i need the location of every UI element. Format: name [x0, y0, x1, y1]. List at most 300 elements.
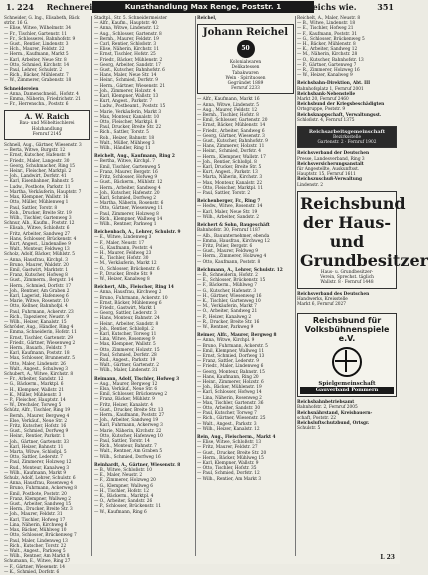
- directory-entry: — Friedr., Bäcker, Mühlenstr. 2: [94, 57, 163, 63]
- directory-entry: Bahnhofstr. 30, Fernruf 1187: [197, 228, 261, 234]
- directory-entry: — G., Kaufmann, Poststr. 4: [94, 245, 153, 251]
- directory-entry: — Ernst, Schmied, Dorfweg 13: [197, 353, 265, 359]
- directory-entry: — Gust., Maurer, Feldweg 9: [197, 249, 259, 255]
- advertisement-line: Wallstr. 8 · Fernruf 1448: [320, 280, 374, 286]
- directory-entry: — Emil, Tischler, Gartenweg 5: [94, 164, 161, 170]
- section-title: Rechnerei: [46, 2, 93, 12]
- directory-entry: — Paul, Schmied, Dorfstr. 28: [94, 352, 157, 358]
- directory-entry: — Ludw., Postbeamt., Poststr. 15: [94, 104, 166, 110]
- directory-entry: — Elise, Witwe, Schloßstr. 13: [197, 440, 262, 446]
- directory-entry: — E., Tischler, Hofweg 21: [297, 26, 354, 32]
- directory-entry: — G., Kutscher, Hafenstr. 3: [197, 288, 257, 294]
- advertisement-box: [4, 110, 90, 140]
- directory-entry: — Bernh., Maurer, Feldstr. 19: [94, 36, 159, 42]
- advertisement-box: [297, 313, 397, 397]
- directory-entry: — H., Klempner, Wallstr. 21: [4, 387, 65, 393]
- directory-entry: — Walt., Angest., Schulweg 3: [4, 366, 68, 372]
- directory-entry: — Aug., Maurer, Bergweg 12: [94, 381, 158, 387]
- directory-entry: strbr. 16 G.: [4, 21, 29, 27]
- directory-entry: — Lina, Näherin, Rosenweg 2: [197, 395, 262, 401]
- directory-entry: — Otto, Tischler, Hofstr. 35: [197, 466, 257, 472]
- directory-entry: — Fritz, Schlosser, Hofweg 9: [94, 175, 158, 181]
- directory-entry: — E., Maler, Neustr. 2: [94, 473, 143, 479]
- directory-entry: — Otto, Kutscher, Hafenweg 10: [94, 433, 163, 439]
- directory-entry: — Hch., Maurer, Feldstr. 22: [4, 47, 65, 53]
- directory-entry: — Otto, Kaufmann, Poststr. 8: [197, 259, 261, 265]
- directory-entry: Handwerks, Kreisstelle: [297, 296, 348, 302]
- directory-entry: — P., Gärtner, Gartenweg 7: [297, 62, 357, 68]
- directory-entry: — Paul, Zimmerer, Holzweg 12: [4, 460, 72, 466]
- directory-entry: Schröder, Aug., Händler, Ring 4: [4, 325, 74, 331]
- directory-entry: Schneider, G. Ing., Elisabeth, Bäck: [4, 16, 80, 21]
- advertisement-line: Gegründet 1889: [227, 81, 264, 87]
- header-left: [6, 2, 102, 12]
- directory-entry: Schütz, Alfr., Tischler, Ring 19: [4, 408, 71, 414]
- directory-entry: — K., Schmied, Dorfstr. 6: [4, 569, 60, 575]
- directory-entry: — R., Drucker, Breite Str. 16: [197, 319, 260, 325]
- directory-entry: — P., Drucker, Breite Str. 9: [94, 271, 153, 277]
- directory-entry: — Herm., Schmied, Dorfstr. 17: [4, 283, 72, 289]
- directory-entry: — H., Bäcker, Mühlenstr. 8: [297, 42, 356, 48]
- directory-entry: — Karl, Heizer, Bahnstr. 11: [4, 444, 64, 450]
- directory-entry: — Wilh., Tischler, Gartenweg 3: [4, 215, 72, 221]
- advertisement-line: Haus- u. Grundbesitzer-: [320, 269, 374, 275]
- directory-entry: — Aug., Schlosser, Gartenstr. 8: [94, 31, 162, 37]
- directory-entry: — Walt., Müller, Mühlweg 3: [94, 140, 155, 146]
- directory-entry: — Joh., Rentier, Schloßpl. 2: [94, 326, 154, 332]
- directory-entry: — Fritz, Polier, Bergstr. 6: [197, 243, 253, 249]
- directory-entry: — Otto, Maler, Lindenstr. 26: [4, 361, 66, 367]
- column-divider: [295, 16, 296, 556]
- directory-entry: — Alfr., Kaufm., Hauptstr. 40: [94, 21, 157, 27]
- directory-entry: — Wilh., Schmied, Dorfweg 16: [94, 454, 161, 460]
- directory-entry: Presse, Landesverband, Ring 3: [297, 156, 365, 162]
- advertisement-title: Reichsbund für Volksbühnenspiele e.V.: [304, 316, 390, 344]
- directory-entry: — Georg, Sattler, Lederstr. 3: [94, 311, 157, 317]
- directory-entry: — K., Müller, Mühlenstr. 3: [4, 392, 62, 398]
- directory-entry: — Karl, Fuhrmann, Ackerweg 3: [94, 423, 163, 429]
- directory-entry: — Ernst, Tischler, Hofstr. 25: [94, 52, 156, 58]
- directory-entry: Schnur, Alb., Kaufm., Poststr. 12: [4, 221, 75, 227]
- directory-entry: Schulstr. 5: [297, 426, 321, 432]
- directory-entry: — Paul, Lehrer, Schulstr. 2: [4, 68, 63, 74]
- directory-entry: — Paul, Zimmerer, Holzweg 8: [94, 211, 159, 217]
- directory-heading: Reichsknappschaft, Verwaltungsst.: [297, 112, 382, 118]
- directory-heading: Reichmann, A., Lehrer, Schulstr. 12: [197, 267, 283, 273]
- directory-entry: Stadtpl., Str. 5. Schneidermeister: [94, 16, 168, 21]
- directory-entry: — Ernst, Bäcker, Mühlenstr. 14: [197, 123, 266, 129]
- emblem-icon: [332, 347, 362, 377]
- directory-entry: — Rich., Tapezierer, Neustr. 9: [4, 314, 70, 320]
- directory-entry: — Karl, Tischler, Hofweg 17: [4, 517, 66, 523]
- directory-entry: — Otto, Fleischer, Marktpl. 11: [197, 185, 264, 191]
- directory-entry: — Max, Monteur, Kanalstr. 22: [197, 180, 263, 186]
- directory-entry: Reichelt, A., Maler, Neustr. 8: [297, 16, 361, 21]
- directory-entry: — H., Maurer, Feldweg 23: [94, 250, 152, 256]
- anniversary-badge-icon: 50: [237, 40, 255, 58]
- directory-entry: — O., Arbeiter, Sandstr. 26: [94, 499, 153, 505]
- directory-entry: — Marie, Näherin, Kirchstr. 22: [94, 428, 162, 434]
- directory-entry: — Rich., Gärtner, Wiesenstr. 25: [197, 416, 266, 422]
- directory-entry: — Paul, Sattler, Torstr. 14: [94, 439, 150, 445]
- directory-entry: — Otto, Gärtner, Wiesenweg 11: [94, 206, 163, 212]
- directory-entry: — Ernst, Kutscher, Hafenstr. 9: [4, 153, 71, 159]
- directory-entry: — Karl, Schmied, Dorfweg 2: [94, 195, 156, 201]
- directory-entry: — Wilh., Rentier, Am Markt 3: [197, 476, 262, 482]
- directory-entry: Schumann, E., Witwe, Ring 27: [4, 559, 71, 565]
- directory-entry: — Gust., Arbeiter, Sandweg 15: [4, 502, 72, 508]
- directory-entry: — F., Bäckerm., Mühlweg 7: [197, 283, 257, 289]
- directory-entry: — Franz, Bäcker, Mühlstr. 9: [94, 397, 155, 403]
- directory-entry: — Franz, Maurer, Bergstr. 16: [94, 169, 158, 175]
- directory-entry: — Fr., Schlosserei, Bahnhofstr. 9: [4, 36, 76, 42]
- directory-entry: — Heinr., Arbeiter, Sandstr. 8: [94, 321, 159, 327]
- directory-entry: — Lina, Witwe, Rosenweg 9: [94, 337, 155, 343]
- directory-entry: — Bertha, Witwe, Kirchpl. 7: [94, 159, 156, 165]
- directory-entry: — Heinr., Schmied, Dorfstr. 9: [94, 78, 159, 84]
- directory-entry: — M., Näherin, Kirchstr. 28: [297, 52, 358, 58]
- directory-entry: — Ernst, Bäcker, Mühlenweg 6: [94, 300, 162, 306]
- directory-entry: — W., Heizer, Kanalweg 9: [297, 73, 353, 79]
- advertisement-title: Reichsarbeitsgemeinschaft: [308, 129, 386, 136]
- directory-entry: — K., Tischler, Hofstr. 30: [94, 256, 149, 262]
- directory-entry: — Else, Verkäuf., Neue Str. 2: [4, 418, 68, 424]
- directory-entry: — Aug., Maurer, Feldstr. 12: [197, 107, 258, 113]
- advertisement-line: Gartenstr. 2 · Fernruf 1902: [317, 140, 377, 146]
- directory-entry: Schloßstr. 4, Fernruf 1375: [297, 117, 355, 123]
- directory-entry: — Rich., Monteur, Bahnstr. 7: [94, 444, 157, 450]
- directory-entry: — Gust., Rentier, Lindenstr. 3: [4, 42, 69, 48]
- advertisement-box: [297, 126, 397, 148]
- directory-entry: — W., Rentner, Parkweg 9: [197, 324, 254, 330]
- directory-entry: — Wilh., Heizer, Kanalstr. 15: [4, 319, 67, 325]
- directory-entry: — Paul, Schmied, Dorfstr. 12: [197, 471, 260, 477]
- directory-entry: — P., Heizer, Kanalweg 2: [197, 314, 252, 320]
- directory-entry: — Rich., Klempner, Wallweg 14: [94, 216, 163, 222]
- directory-entry: — Emil, Postbote, Poststr. 20: [4, 491, 67, 497]
- page-number-right: 351: [377, 2, 394, 12]
- directory-entry: — Georg, Gärtner, Wiesenstr. 3: [197, 133, 265, 139]
- directory-heading: Reinhardt, A., Gärtner, Wiesenstr. 8: [94, 462, 181, 468]
- directory-entry: — Herm., Arbeiter, Sandweg 4: [94, 185, 161, 191]
- directory-entry: — Fr., Arbeiter, Sandstr. 12: [4, 377, 64, 383]
- directory-entry: — Ernst, Tischler, Gartenstr. 29: [4, 335, 73, 341]
- directory-entry: Ortsgruppe, Poststr. 9: [297, 107, 346, 113]
- directory-entry: — Bernh., Tischler, Hofstr. 8: [197, 113, 259, 119]
- directory-entry: — Joh., Rentier, Schloßpl. 8: [197, 159, 257, 165]
- directory-entry: — G., Bäckerm., Marktpl. 6: [4, 382, 64, 388]
- directory-entry: — K., Tischler, Gartenweg 10: [197, 298, 261, 304]
- directory-entry: — Max, Klempner, Wallstr. 5: [94, 342, 156, 348]
- directory-entry: — W., Zimmerer, Grabenstr. 18: [4, 78, 72, 84]
- directory-entry: — Herm., Gärtner, Wiesenstr. 21: [94, 83, 166, 89]
- directory-entry: — Wilh., Maler, Lindenstr. 31: [94, 368, 158, 374]
- directory-entry: — Fr., Herrenschn., Poststr. 6: [4, 102, 69, 108]
- directory-entry: — Karl, Klempner, Wallstr. 13: [94, 94, 159, 100]
- directory-entry: — Georg, Monteur, Bahnstr. 15: [197, 369, 265, 375]
- directory-heading: Reichsluftschutzbund, Ortsgr.: [297, 420, 370, 426]
- directory-entry: — R., Zimmerer, Holzweg 16: [297, 68, 360, 74]
- directory-entry: — Heinr., Rentier, Parkstr. 1: [4, 434, 66, 440]
- section-title-right: Reichs wie.: [305, 2, 357, 12]
- directory-entry: — Kurt, Angest., Parkstr. 7: [94, 99, 153, 105]
- directory-entry: — Joh., Arbeiter, Sandweg 19: [94, 418, 159, 424]
- directory-entry: Schnell, Aug., Gärtner, Wiesenstr. 3: [4, 143, 82, 149]
- column-divider: [195, 16, 196, 556]
- directory-entry: — Hans, Zimmerer, Holzstr. 11: [197, 144, 265, 150]
- directory-heading: Schneidereien: [4, 86, 39, 92]
- directory-heading: Reichert & Sohn, Baugeschäft: [197, 223, 270, 229]
- entry-gap: [297, 307, 397, 310]
- directory-entry: — B., Witwe, Lindenstr. 18: [297, 21, 356, 27]
- directory-entry: — Kurt, Angest., Lindenallee 9: [4, 241, 71, 247]
- directory-entry: — Martha, Näherin, Rosenstr. 6: [94, 201, 164, 207]
- directory-entry: — Franz, Sattler, Lederstr. 9: [197, 359, 259, 365]
- directory-entry: — Fritz, Maurer, Feldstr. 27: [197, 445, 258, 451]
- directory-entry: — Joh., Bäcker, Mühlenstr. 19: [197, 385, 262, 391]
- directory-entry: — Friedr., Maler, Lindenweg 6: [197, 364, 264, 370]
- directory-entry: — Hans, Maler, Neue Str. 14: [94, 73, 157, 79]
- advertisement-title: A. W. Raich: [24, 112, 70, 122]
- directory-entry: — Wilh., Arbeiter, Sandstr. 2: [197, 214, 260, 220]
- advertisement-line: Delikatessen: [231, 65, 260, 71]
- directory-entry: — Friedr., Arbeiter, Sandweg 6: [197, 128, 265, 134]
- directory-entry: — Rich., Bäcker, Mühlenstr. 7: [4, 73, 69, 79]
- directory-entry: — B., Schneiderin, Hofstr. 2: [197, 272, 258, 278]
- directory-entry: — F., Zimmerer, Holzweg 20: [94, 478, 156, 484]
- directory-entry: — Alb., Bauunternehmer, ebenda: [197, 233, 270, 239]
- directory-entry: — G., Klempner, Wallweg 6: [94, 483, 154, 489]
- directory-entry: — Anna, Witwe, Kirchpl. 9: [197, 338, 255, 344]
- column-4: [297, 16, 428, 556]
- directory-entry: Lindenstr. 2: [297, 182, 324, 188]
- column-1: [4, 16, 90, 575]
- header-right: [288, 2, 394, 12]
- directory-entry: — Herm., Bäcker, Mühlweg 15: [197, 455, 264, 461]
- directory-entry: — Walt., Gärtner, Gartenstr. 2: [94, 363, 159, 369]
- advertisement-line: Bau- und Möbeltischlerei: [19, 121, 75, 127]
- directory-entry: — Max, Tischler, Gartenstr. 36: [197, 400, 264, 406]
- directory-entry: — Heinr., Zimmerer, Holzstr. 6: [197, 379, 264, 385]
- directory-entry: — Herm., Klempner, Wallstr. 17: [197, 154, 266, 160]
- advertisement-line: Wein · Spirituosen: [225, 75, 266, 81]
- advertisement-line: Fernruf 2233: [231, 86, 260, 92]
- directory-entry: — Friedr., Gastwirt, Markt 1: [94, 305, 156, 311]
- directory-entry: — Wilh., Kaufmann, Markt 9: [4, 470, 67, 476]
- directory-entry: — Joh., Gärtner, Gartenstr. 33: [4, 439, 70, 445]
- directory-entry: — Wilh., Rentner, Parkweg 1: [94, 221, 157, 227]
- directory-entry: — Gust., Kutscher, Bahnhofstr. 6: [94, 68, 165, 74]
- directory-entry: — B., Witwe, Schloßstr. 10: [94, 468, 152, 474]
- directory-entry: — Rob., Drucker, Breite Str. 19: [4, 210, 72, 216]
- directory-heading: Reichsverband der Deutschen: [297, 151, 370, 157]
- directory-entry: — H., Tischler, Hofstr. 12: [94, 488, 149, 494]
- directory-heading: Rein, Aug., Fleischerm., Markt 4: [197, 435, 276, 441]
- directory-entry: — Elisab., Witwe, Schloßstr. 6: [4, 226, 70, 232]
- directory-entry: — W., Kaufmann, Ring 6: [94, 509, 147, 515]
- directory-heading: Reichenberger, Fr., Ring 7: [197, 199, 261, 205]
- directory-entry: — Paul, Sattler, Torstr. 8: [4, 205, 58, 211]
- directory-entry: — H., Gärtner, Wiesenweg 16: [197, 293, 262, 299]
- directory-entry: — Karl, Lagerist, Hafenweg 6: [4, 293, 69, 299]
- directory-entry: — Rich., Sattler, Torstr. 5: [94, 130, 149, 136]
- directory-heading: Reichsbund der Kriegsbeschädigten: [297, 102, 385, 108]
- directory-entry: — Otto, Zimmerer, Holzstr. 15: [94, 347, 160, 353]
- directory-entry: — Karl, Maler, Neue Str. 19: [197, 209, 258, 215]
- directory-entry: — W., Heizer, Kanalweg 8: [94, 276, 150, 282]
- directory-entry: — Joh., Zimmerer, Holzstr. 4: [94, 88, 156, 94]
- column-3: [197, 16, 294, 556]
- directory-entry: — Otto, Schlosser, Brückenweg 7: [4, 533, 77, 539]
- directory-entry: — Paul, Fuhrmann, Ackerstr. 23: [4, 309, 74, 315]
- directory-entry: — Anna, Witwe, Lindenstr. 5: [197, 102, 260, 108]
- directory-entry: — G., Schlosser, Brückenweg 5: [297, 36, 365, 42]
- directory-entry: — Hans, Monteur, Bahnstr. 24: [94, 316, 160, 322]
- directory-entry: — Karl, Drucker, Breite Str. 5: [197, 165, 262, 171]
- directory-heading: Reichsbank-Nebenstelle: [297, 91, 356, 97]
- advertisement-line: Bezirksstelle: [333, 135, 361, 141]
- directory-entry: — Marie, Witwe, Rosenstr. 10: [4, 299, 69, 305]
- directory-entry: — Berta, Witwe, Burgstr. 12: [4, 148, 66, 154]
- directory-entry: — Anna, Hausfrau, Kirchweg 2: [94, 290, 162, 296]
- directory-entry: — Max, Bäcker, Mühlweg 10: [4, 528, 67, 534]
- directory-entry: — Gust., Drucker, Breite Str. 13: [94, 407, 164, 413]
- directory-entry: — Marie, Verkäuferin, Markt 3: [94, 109, 162, 115]
- directory-entry: — Emil, Schlosser, Gartenstr. 20: [197, 118, 268, 124]
- directory-entry: — Max, Schlosser, Brunnenstr. 5: [4, 356, 75, 362]
- directory-entry: — M., Verkäuferin, Markt 7: [197, 304, 257, 310]
- directory-entry: — Bruno, Maurer, Waldstr. 20: [4, 262, 69, 268]
- directory-entry: Markt 6, Fernruf 2027: [297, 301, 347, 307]
- directory-entry: — W., Drechsler, Torweg 5: [4, 403, 62, 409]
- directory-entry: — Otto, Arbeiter, Sandstr. 30: [197, 406, 261, 411]
- directory-entry: — Georg, Arbeiter, Sandstr. 17: [94, 62, 161, 68]
- directory-entry: — Emil, Klempner, Wallweg 11: [197, 348, 265, 354]
- directory-heading: Reichsbahnbetriebsamt: [297, 400, 355, 406]
- directory-entry: — Paul, Drucker, Breite Str. 22: [94, 125, 162, 131]
- directory-entry: — Wilh., Rentner, Am Markt 8: [4, 554, 70, 560]
- directory-entry: — Joh., Kutscher, Hafenstr. 20: [94, 190, 160, 196]
- directory-entry: Bahnhofstr. 2, Fernruf 2005: [297, 405, 358, 411]
- directory-entry: — Paul, Kutscher, Torweg 7: [197, 411, 257, 417]
- directory-entry: — Elise, Witwe, Wilhelmstr. 34: [4, 26, 71, 32]
- directory-heading: Reichsnährstand, Kreisbauern-: [297, 410, 373, 416]
- directory-entry: — M., Verkäuferin, Markt 12: [94, 261, 157, 267]
- directory-entry: — Ludw., Postbote, Parkstr. 11: [4, 184, 71, 190]
- directory-entry: Schubert, A., Witwe, Kirchstr. 8: [4, 372, 74, 377]
- directory-entry: — Friedr., Maler, Langestr. 30: [4, 158, 70, 164]
- directory-entry: — Joh., Landwirt, Dorfstr. 41: [4, 174, 67, 180]
- directory-entry: — Marta, Näherin, Kirchstr. 3: [197, 175, 263, 181]
- directory-entry: — Gust., Bäckerm., Mühlstr. 12: [94, 180, 163, 186]
- directory-entry: — Carl, Rentier, Schloßstr. 3: [94, 42, 157, 48]
- directory-entry: — Emma, Näherin, Friedrichstr. 21: [4, 97, 81, 103]
- directory-entry: — E., Schlosser, Brückenstr. 15: [197, 278, 266, 284]
- directory-entry: — Hans, Kaufmann, Ring 20: [197, 374, 259, 380]
- directory-entry: — Walt., Rentner, Am Graben 5: [94, 449, 163, 455]
- directory-entry: — E., Witwe, Lindenweg 3: [94, 235, 152, 241]
- directory-entry: — Anna, Witwe, Lindenstr. 12: [94, 26, 159, 32]
- directory-entry: — K., Arbeiter, Sandweg 12: [297, 47, 358, 53]
- directory-entry: — Emil, Schlosser, Brückenweg 2: [94, 392, 168, 398]
- directory-entry: — Gust., Kutscher, Bahnhofstr. 9: [197, 139, 268, 145]
- directory-entry: schaft, Poststr. 22: [297, 415, 336, 421]
- directory-entry: — Georg, Schuhmacher, Ring 15: [4, 163, 76, 169]
- directory-entry: — Rud., Monteur, Kanalweg 3: [4, 465, 70, 471]
- directory-entry: — Elise, Näherin, Kirchstr. 11: [94, 47, 160, 53]
- directory-entry: — Karl, Eisenbahner, Bahnstr. 5: [4, 179, 74, 185]
- directory-entry: — Fritz, Kutscher, Hofstr. 16: [4, 424, 67, 430]
- page-header: [0, 0, 400, 14]
- directory-entry: — Franz, Kutscher, Hofweg 8: [4, 273, 68, 279]
- directory-entry: — Hedw., Witwe, Rosenstr. 14: [197, 204, 263, 210]
- directory-entry: — Bruno, Fuhrmann, Ackerstr. 5: [197, 343, 268, 349]
- directory-entry: — Walt., Angest., Parkweg 5: [4, 548, 66, 554]
- advertisement-line: Holzhandlung: [31, 126, 63, 132]
- directory-entry: — O., Schlosser, Brückenstr. 6: [94, 266, 160, 272]
- advertisement-line: Kolonialwaren: [229, 60, 262, 66]
- directory-entry: — Paul, Maler, Lindenweg 13: [4, 538, 68, 544]
- directory-entry: — Franz, Klempner, Wallweg 2: [4, 496, 72, 502]
- directory-entry: Hauptstr. 15, Fernruf 1611: [297, 172, 356, 178]
- directory-entry: — Wilh., Heizer, Kanalstr. 12: [197, 426, 260, 432]
- directory-heading: Reichszuschuß-Verwaltung: [297, 177, 362, 183]
- directory-entry: — Emma, Hausfrau, Kirchweg 12: [197, 238, 270, 244]
- directory-entry: — Fritz, Arbeiter, Sandweg 27: [4, 231, 71, 237]
- directory-entry: — Herm., Zimmerer, Holzweg 4: [197, 254, 267, 260]
- directory-entry: — Bruno, Fuhrmann, Ackerstr. 10: [94, 295, 168, 301]
- directory-heading: Reichert, Alb., Fleischer, Ring 14: [94, 285, 174, 291]
- column-divider: [91, 16, 92, 556]
- directory-entry: — Karl, Klempner, Wallstr. 9: [197, 461, 259, 467]
- directory-entry: — Gust., Drucker, Breite Str. 20: [197, 450, 267, 456]
- directory-entry: — Heinr., Schmied, Dorfstr. 4: [197, 149, 262, 155]
- advertisement-line: Fernruf 2145: [32, 131, 62, 137]
- directory-entry: — Paul, Sattler, Torstr. 2: [197, 191, 251, 197]
- directory-entry: — O., Kutscher, Bahnhofstr. 13: [297, 57, 364, 63]
- directory-entry: — Martha, Verkäuferin, Hauptstr. 7: [4, 189, 82, 195]
- directory-heading: Reimann, Adolf, Tischler, Hofweg 3: [94, 376, 180, 382]
- directory-entry: — Alfr., Kaufmann, Markt 16: [197, 97, 260, 103]
- directory-entry: — Anna, Hausfrau, Rosenweg 4: [4, 481, 73, 487]
- directory-entry: — Marta, Witwe, Schloßpl. 5: [4, 450, 67, 456]
- directory-entry: — Otto, Müller, Mühlenweg 1: [4, 200, 69, 206]
- directory-entry: Schulz, Adolf, Lehrer, Schulstr. 6: [4, 476, 76, 482]
- directory-heading: Reichel,: [197, 16, 217, 21]
- directory-entry: — Gust., Zimmerm., Bergstr. 14: [4, 278, 74, 284]
- directory-heading: Reimer, Alfr., Maurer, Bergweg 8: [197, 333, 277, 339]
- advertisement-box: [297, 191, 428, 289]
- directory-entry: — Herm., Kaufmann, Markt 5: [4, 52, 69, 58]
- directory-entry: — Herm., Kaufmann, Poststr. 27: [94, 413, 165, 419]
- directory-entry: — Bernh., Maurer, Bergweg 4: [4, 413, 70, 419]
- directory-entry: — Walt., Monteur, Feldweg 13: [4, 247, 70, 253]
- directory-entry: — F., Kaufmann, Poststr. 31: [297, 31, 358, 37]
- directory-entry: — F., Gärtner, Wiesenstr. 14: [4, 564, 65, 570]
- directory-entry: — Max, Klempner, Wallstr. 16: [4, 195, 69, 201]
- directory-entry: — Joh., Rentner, Am Graben 2: [4, 288, 70, 294]
- directory-entry: — Fr., Tischler, Gartenstr. 11: [4, 31, 67, 37]
- directory-entry: — Rud., Angest., Parkstr. 19: [94, 358, 156, 363]
- page-number-left: 1. 224: [6, 2, 34, 12]
- directory-entry: — Friedr., Gärtner, Wiesenweg 2: [4, 340, 76, 346]
- directory-entry: — Wilh., Händler, Ring 11: [94, 146, 151, 152]
- directory-entry: Scholz, Adolf, Bäcker, Mühlstr. 5: [4, 252, 75, 258]
- directory-entry: — Lina, Näherin, Kirchweg 6: [4, 522, 68, 528]
- directory-entry: — Elsa, Verkäuf., Neue Str. 6: [94, 387, 158, 393]
- directory-heading: Reichsverband des Deutschen: [297, 291, 370, 297]
- directory-entry: — Joh., Maurer, Feldstr. 31: [4, 512, 63, 518]
